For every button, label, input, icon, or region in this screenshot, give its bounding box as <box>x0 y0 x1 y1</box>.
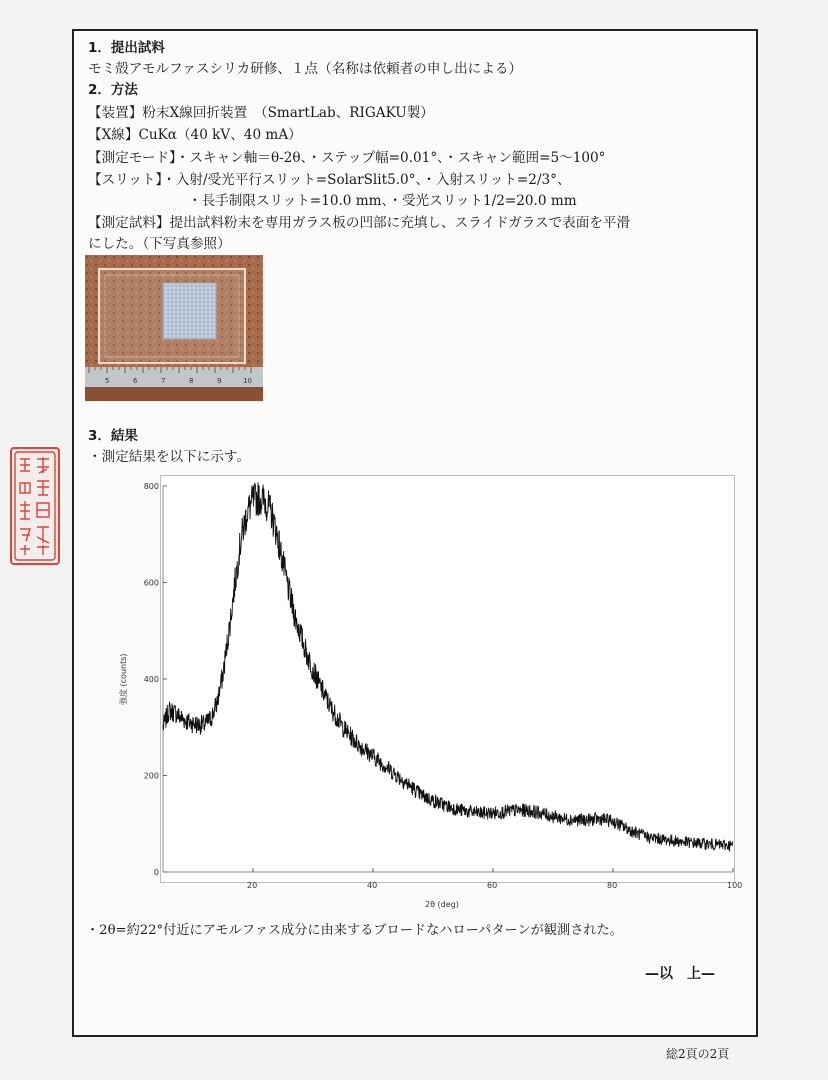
xrd-chart <box>143 475 735 883</box>
x-axis-label: 2θ (deg) <box>425 900 459 909</box>
y-tick-label: 800 <box>143 482 159 491</box>
ruler-tick-label: 9 <box>217 377 222 385</box>
method-sample-line-2: にした。（下写真参照） <box>88 236 231 252</box>
sample-photo <box>85 255 263 401</box>
x-tick-label: 60 <box>487 881 498 890</box>
end-mark: —以 上— <box>645 966 715 982</box>
xrd-plot <box>143 476 734 882</box>
red-seal-stamp <box>10 447 60 565</box>
method-mode: 【測定モード】・スキャン軸＝θ-2θ、・ステップ幅=0.01°、・スキャン範囲=5～100° <box>88 150 606 166</box>
results-intro: ・測定結果を以下に示す。 <box>88 449 251 465</box>
page-number: 総2頁の2頁 <box>666 1047 730 1061</box>
sample-description: モミ殻アモルファスシリカ研修、１点（名称は依頼者の申し出による） <box>88 61 523 77</box>
ruler-tick-label: 6 <box>133 377 138 385</box>
y-tick-label: 400 <box>143 675 159 684</box>
section-1-heading: 1．提出試料 <box>88 40 165 56</box>
section-2-heading: 2．方法 <box>88 82 138 98</box>
results-conclusion: ・2θ=約22°付近にアモルファス成分に由来するブロードなハローパターンが観測された。 <box>86 923 623 938</box>
xrd-series-line <box>163 482 733 851</box>
ruler-tick-label: 5 <box>105 377 110 385</box>
ruler-tick-label: 7 <box>161 377 166 385</box>
x-tick-label: 40 <box>367 881 378 890</box>
y-tick-label: 600 <box>143 578 159 588</box>
method-slit-line-1: 【スリット】・入射/受光平行スリット=SolarSlit5.0°、・入射スリット=2/3°、 <box>88 172 571 188</box>
method-xray: 【X線】CuKα（40 kV、40 mA） <box>88 127 302 143</box>
ruler-tick-label: 8 <box>189 377 194 385</box>
x-tick-label: 20 <box>247 881 258 890</box>
y-axis-label: 強度 (counts) <box>119 653 128 705</box>
method-sample-line-1: 【測定試料】提出試料粉末を専用ガラス板の凹部に充填し、スライドガラスで表面を平滑 <box>88 215 631 231</box>
method-slit-line-2: ・長手制限スリット=10.0 mm、・受光スリット1/2=20.0 mm <box>188 193 577 209</box>
ruler-tick-label: 10 <box>243 377 252 385</box>
x-tick-label: 80 <box>607 881 618 890</box>
method-device: 【装置】粉末X線回折装置 （SmartLab、RIGAKU製） <box>88 105 434 121</box>
y-tick-label: 0 <box>153 868 159 877</box>
x-tick-label: 100 <box>727 881 743 890</box>
section-3-heading: 3．結果 <box>88 428 138 444</box>
y-tick-label: 200 <box>143 771 159 781</box>
